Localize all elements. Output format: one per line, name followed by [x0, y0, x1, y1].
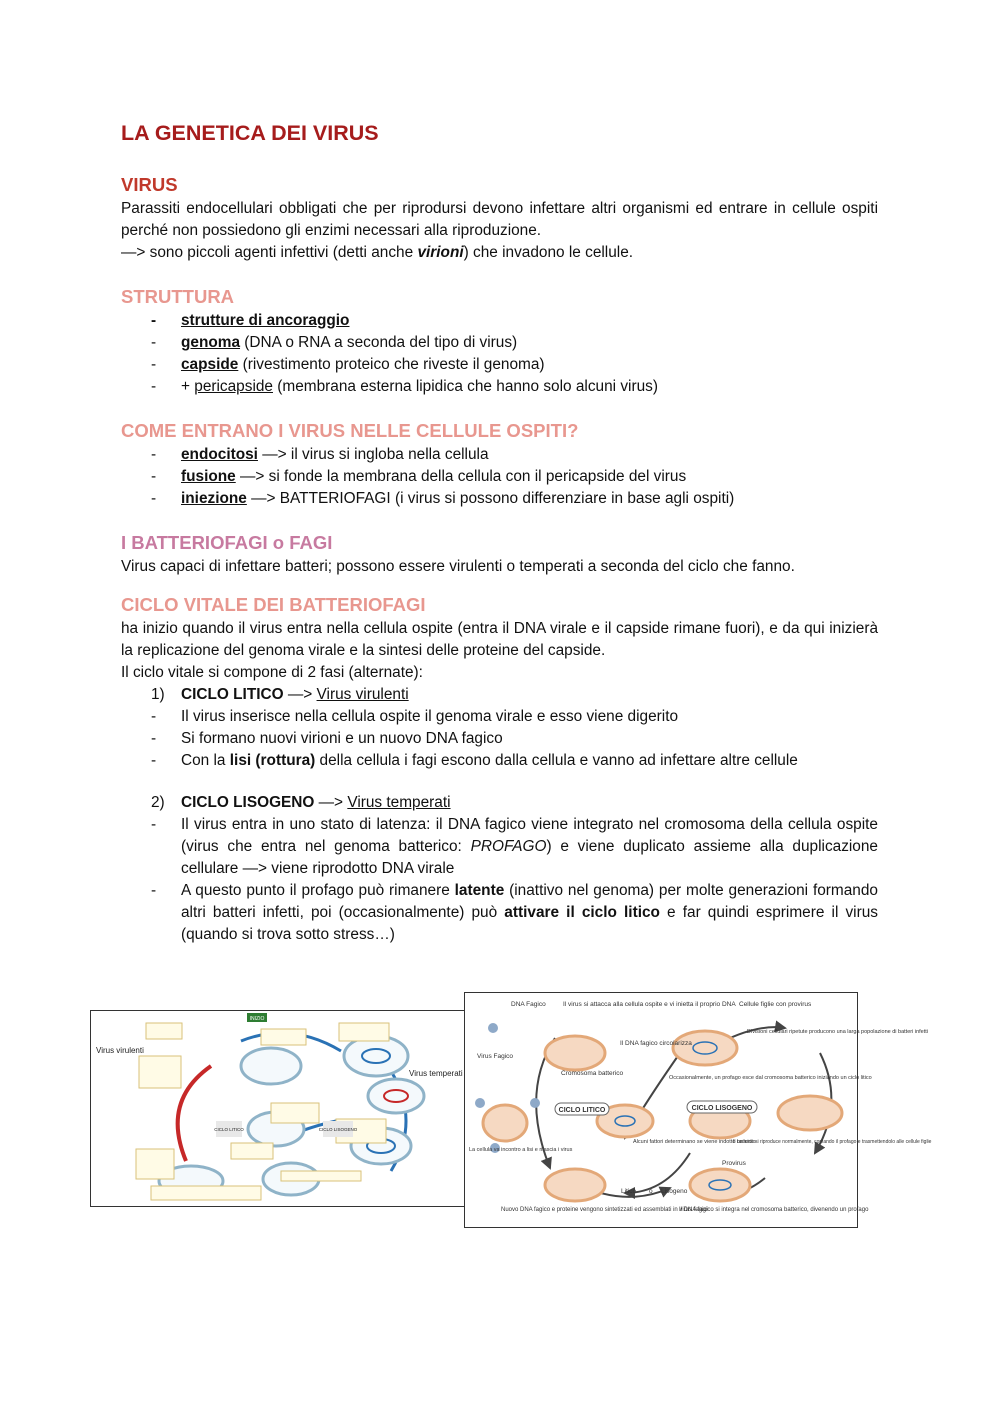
text-run: —> il virus si ingloba nella cellula — [257, 446, 489, 463]
list-item — [121, 706, 878, 728]
label-ciclo-lisogeno: CICLO LISOGENO — [318, 1127, 358, 1132]
number-marker: 1) — [151, 686, 165, 703]
list-item — [121, 354, 878, 376]
list-item — [121, 792, 878, 814]
term: endocitosi — [181, 446, 258, 463]
text-run: della cellula i fagi escono dalla cellula e vanno ad infettare altre cellule — [315, 752, 798, 769]
term: Virus virulenti — [316, 686, 409, 703]
text-run: Si formano nuovi virioni e un nuovo DNA fagico — [181, 730, 503, 747]
list-item — [121, 880, 878, 946]
term: fusione — [181, 468, 236, 485]
list-item — [121, 444, 878, 466]
term: latente — [454, 882, 505, 899]
bullet: - — [151, 816, 157, 833]
virus-definition: Parassiti endocellulari obbligati che per riprodursi devono infettare altri organismi ed entrare in cellule ospiti perché non possiedono gli enzimi necessari alla riproduzione. — [121, 200, 878, 239]
list-item — [121, 376, 878, 398]
bullet: - — [151, 752, 157, 769]
term: lisi (rottura) — [229, 752, 316, 769]
figure-cycle-illustration — [90, 1010, 466, 1207]
section-heading-ciclo: CICLO VITALE DEI BATTERIOFAGI — [121, 594, 426, 615]
text-run: e far quindi esprimere il virus (quando si trova sotto stress…) — [181, 904, 878, 943]
label-lisi: La cellula va incontro a lisi e rilascia i virus — [469, 1147, 573, 1153]
text-run: (inattivo nel genoma) per molte generazioni formando altri batteri infetti, poi (occasionalmente) può — [181, 882, 878, 921]
bullet: - — [151, 490, 157, 507]
bullet: - — [151, 356, 157, 373]
bullet: - — [151, 312, 157, 329]
text-run: ) che invadono le cellule. — [463, 244, 634, 261]
term: genoma — [181, 334, 241, 351]
label-occasionalmente: Occasionalmente, un profago esce dal cromosoma batterico iniziando un ciclo litico — [669, 1075, 872, 1081]
text-run: —> BATTERIOFAGI (i virus si possono differenziare in base agli ospiti) — [246, 490, 735, 507]
label-ciclo-lisogeno: CICLO LISOGENO — [691, 1105, 753, 1112]
term: PROFAGO — [470, 838, 547, 855]
document-body — [121, 118, 878, 946]
section-heading-struttura: STRUTTURA — [121, 286, 235, 307]
text-run: (membrana esterna lipidica che hanno solo alcuni virus) — [272, 378, 658, 395]
label-cellule-figlie: Cellule figlie con provirus — [739, 1001, 812, 1008]
bullet: - — [151, 708, 157, 725]
term: CICLO LITICO — [181, 686, 284, 703]
list-item — [121, 466, 878, 488]
badge-inizio: INIZIO — [249, 1016, 265, 1022]
virus-note — [121, 242, 878, 264]
term: strutture di ancoraggio — [181, 312, 350, 329]
label-circolarizza: Il DNA fagico circolarizza — [620, 1040, 692, 1047]
section-heading-batteriofagi: I BATTERIOFAGI o FAGI — [121, 532, 333, 553]
term: iniezione — [181, 490, 247, 507]
bullet: - — [151, 468, 157, 485]
label-integra: Il DNA fagico si integra nel cromosoma batterico, divenendo un profago — [679, 1207, 869, 1213]
cycle-illustration-svg — [91, 1011, 465, 1206]
section-heading-virus: VIRUS — [121, 174, 178, 195]
label-divisioni: Divisioni cellulari ripetute producono una larga popolazione di batteri infetti — [747, 1029, 928, 1035]
label-virus-temperati: Virus temperati — [409, 1069, 463, 1078]
label-ciclo-litico: CICLO LITICO — [214, 1127, 244, 1132]
list-item — [121, 750, 878, 772]
text-run: —> — [314, 794, 348, 811]
figure-cycle-diagram — [464, 992, 932, 1228]
text-run: —> si fonde la membrana della cellula con il pericapside del virus — [235, 468, 687, 485]
label-o: o — [649, 1188, 653, 1195]
bullet: - — [151, 730, 157, 747]
text-run: A questo punto il profago può rimanere — [181, 882, 455, 899]
entrano-list — [121, 444, 878, 510]
list-item — [121, 332, 878, 354]
ciclo-text: ha inizio quando il virus entra nella cellula ospite (entra il DNA virale e il capside rimane fuori), e da qui inizierà la replicazione del genoma virale e la sintesi delle proteine del capside. — [121, 620, 878, 659]
text-run: (DNA o RNA a seconda del tipo di virus) — [240, 334, 518, 351]
label-virus-fagico: Virus Fagico — [477, 1053, 514, 1060]
text-run: Il virus entra in uno stato di latenza: il DNA fagico viene integrato nel cromosoma della cellula ospite (virus che entra nel genoma batterico: — [181, 816, 878, 855]
label-lisogeno: Lisogeno — [661, 1188, 688, 1195]
label-alcuni-fattori: Alcuni fattori determinano se viene indotto un ciclo — [633, 1139, 756, 1145]
bullet: - — [151, 378, 157, 395]
ciclo-fasi: Il ciclo vitale si compone di 2 fasi (alternate): — [121, 664, 423, 681]
text-run: —> sono piccoli agenti infettivi (detti anche — [121, 244, 418, 261]
figures — [90, 992, 932, 1232]
term: capside — [181, 356, 239, 373]
text-run: ) e viene duplicato assieme alla duplicazione cellulare —> viene riprodotto DNA virale — [181, 838, 878, 877]
term: attivare il ciclo litico — [504, 904, 660, 921]
label-ciclo-litico: CICLO LITICO — [558, 1107, 606, 1114]
section-heading-entrano: COME ENTRANO I VIRUS NELLE CELLULE OSPITI? — [121, 420, 579, 441]
cell-shapes — [475, 1023, 842, 1201]
batteriofagi-text: Virus capaci di infettare batteri; possono essere virulenti o temperati a seconda del ciclo che fanno. — [121, 558, 795, 575]
label-virus-virulenti: Virus virulenti — [96, 1046, 144, 1055]
label-virus-attacca: Il virus si attacca alla cellula ospite e vi inietta il proprio DNA — [563, 1001, 736, 1008]
text-run: + — [181, 378, 195, 395]
struttura-list — [121, 310, 878, 398]
text-run: Il virus inserisce nella cellula ospite il genoma virale e esso viene digerito — [181, 708, 679, 725]
label-riproduce: Il batterio si riproduce normalmente, copiando il profago e trasmettendolo alle cellule figlie — [733, 1139, 932, 1145]
term: Virus temperati — [347, 794, 451, 811]
label-litico: Litico — [621, 1188, 637, 1195]
number-marker: 2) — [151, 794, 165, 811]
list-item — [121, 728, 878, 750]
text-run: —> — [283, 686, 317, 703]
lisogeno-list — [121, 792, 878, 946]
list-item — [121, 814, 878, 880]
label-cromosoma: Cromosoma batterico — [561, 1070, 624, 1077]
bullet: - — [151, 882, 157, 899]
page-title: LA GENETICA DEI VIRUS — [121, 121, 379, 145]
label-dna-fagico: DNA Fagico — [511, 1001, 546, 1008]
bullet: - — [151, 446, 157, 463]
virioni-term: virioni — [417, 244, 464, 261]
term: CICLO LISOGENO — [181, 794, 315, 811]
litico-list — [121, 684, 878, 772]
list-item — [121, 488, 878, 510]
label-provirus: Provirus — [722, 1160, 746, 1167]
list-item — [121, 310, 878, 332]
text-run: (rivestimento proteico che riveste il genoma) — [238, 356, 545, 373]
label-nuovo-dna: Nuovo DNA fagico e proteine vengono sintetizzati ed assemblati in virus fagici — [501, 1207, 708, 1213]
term: pericapside — [194, 378, 273, 395]
bullet: - — [151, 334, 157, 351]
text-run: Con la — [181, 752, 230, 769]
list-item — [121, 684, 878, 706]
cycle-diagram-svg — [465, 993, 932, 1227]
